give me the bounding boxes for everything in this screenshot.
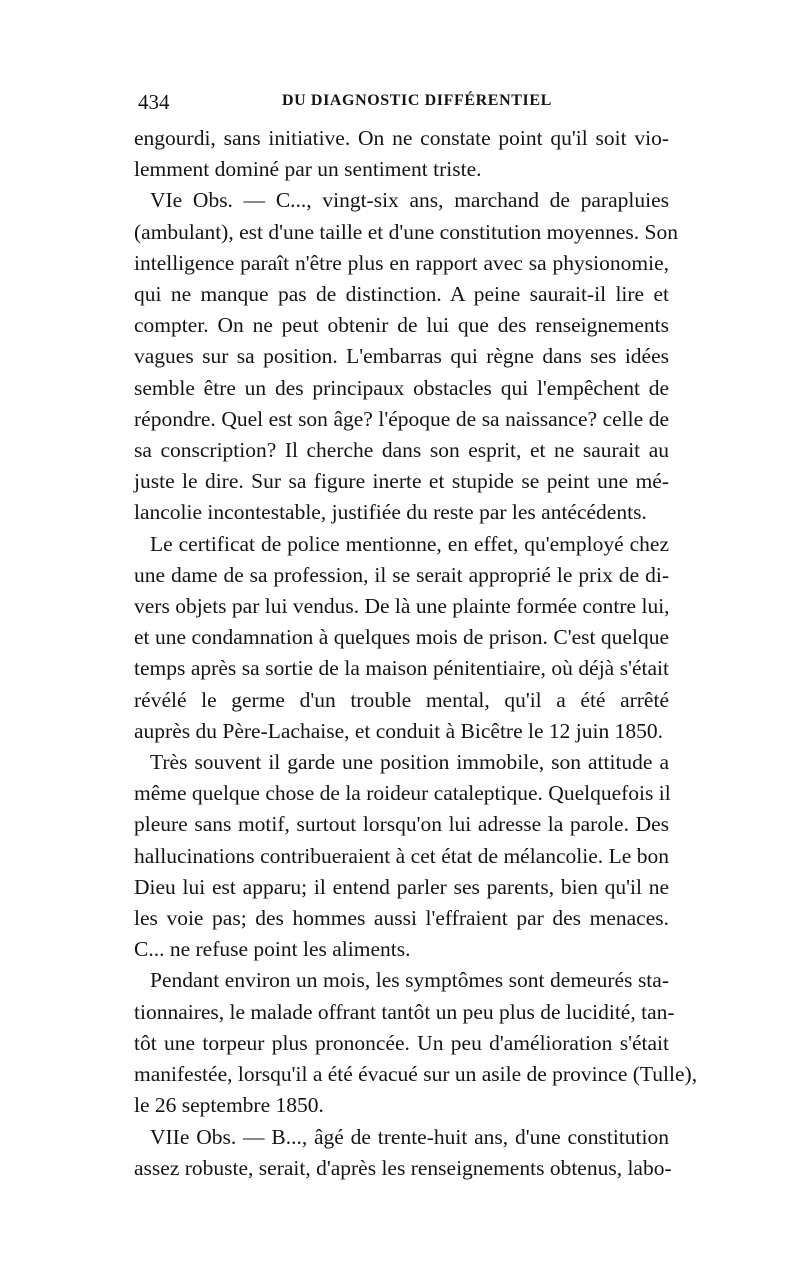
text-line: qui ne manque pas de distinction. A peine saurait-il lire et — [134, 282, 669, 307]
paragraph-start-line: Le certificat de police mentionne, en effet, qu'employé chez — [150, 531, 669, 556]
text-line: C... ne refuse point les aliments. — [134, 937, 411, 962]
page-number: 434 — [138, 90, 170, 114]
text-line: et une condamnation à quelques mois de prison. C'est quelque — [134, 625, 669, 650]
text-line: compter. On ne peut obtenir de lui que des renseignements — [134, 313, 669, 338]
text-line: tôt une torpeur plus prononcée. Un peu d'amélioration s'était — [134, 1030, 669, 1055]
text-line: temps après sa sortie de la maison pénitentiaire, où déjà s'était — [134, 656, 669, 681]
text-line: vers objets par lui vendus. De là une plainte formée contre lui, — [134, 594, 670, 619]
paragraph-start-line: Très souvent il garde une position immobile, son attitude a — [150, 750, 669, 775]
text-line: manifestée, lorsqu'il a été évacué sur un asile de province (Tulle), — [134, 1062, 698, 1087]
text-line: juste le dire. Sur sa figure inerte et stupide se peint une mé- — [134, 469, 669, 494]
text-line: (ambulant), est d'une taille et d'une constitution moyennes. Son — [134, 219, 678, 244]
body-text — [134, 123, 698, 1184]
text-line: répondre. Quel est son âge? l'époque de sa naissance? celle de — [134, 406, 669, 431]
text-line: sa conscription? Il cherche dans son esprit, et ne saurait au — [134, 438, 669, 463]
text-line: semble être un des principaux obstacles qui l'empêchent de — [134, 375, 669, 400]
page-header — [138, 88, 668, 118]
paragraph-start-line: Pendant environ un mois, les symptômes sont demeurés sta- — [150, 968, 669, 993]
text-line: les voie pas; des hommes aussi l'effraient par des menaces. — [134, 906, 669, 931]
running-head: DU DIAGNOSTIC DIFFÉRENTIEL — [282, 92, 552, 109]
observation-heading-line: VIe Obs. — C..., vingt-six ans, marchand de parapluies — [150, 188, 669, 213]
text-line: une dame de sa profession, il se serait approprié le prix de di- — [134, 562, 669, 587]
text-line: auprès du Père-Lachaise, et conduit à Bicêtre le 12 juin 1850. — [134, 718, 663, 743]
text-line: lancolie incontestable, justifiée du reste par les antécédents. — [134, 500, 647, 525]
text-line: assez robuste, serait, d'après les renseignements obtenus, labo- — [134, 1155, 672, 1180]
text-line: même quelque chose de la roideur cataleptique. Quelquefois il — [134, 781, 671, 806]
text-line: lemment dominé par un sentiment triste. — [134, 157, 482, 182]
text-line: Dieu lui est apparu; il entend parler ses parents, bien qu'il ne — [134, 874, 669, 899]
text-line: intelligence paraît n'être plus en rapport avec sa physionomie, — [134, 250, 669, 275]
text-line: pleure sans motif, surtout lorsqu'on lui adresse la parole. Des — [134, 812, 669, 837]
text-line: révélé le germe d'un trouble mental, qu'il a été arrêté — [134, 687, 669, 712]
text-line: engourdi, sans initiative. On ne constate point qu'il soit vio- — [134, 126, 669, 150]
text-line: tionnaires, le malade offrant tantôt un peu plus de lucidité, tan- — [134, 999, 675, 1024]
observation-heading-line: VIIe Obs. — B..., âgé de trente-huit ans, d'une constitution — [150, 1124, 669, 1149]
text-line: le 26 septembre 1850. — [134, 1093, 324, 1118]
text-line: vagues sur sa position. L'embarras qui règne dans ses idées — [134, 344, 669, 369]
text-line: hallucinations contribueraient à cet état de mélancolie. Le bon — [134, 843, 669, 868]
